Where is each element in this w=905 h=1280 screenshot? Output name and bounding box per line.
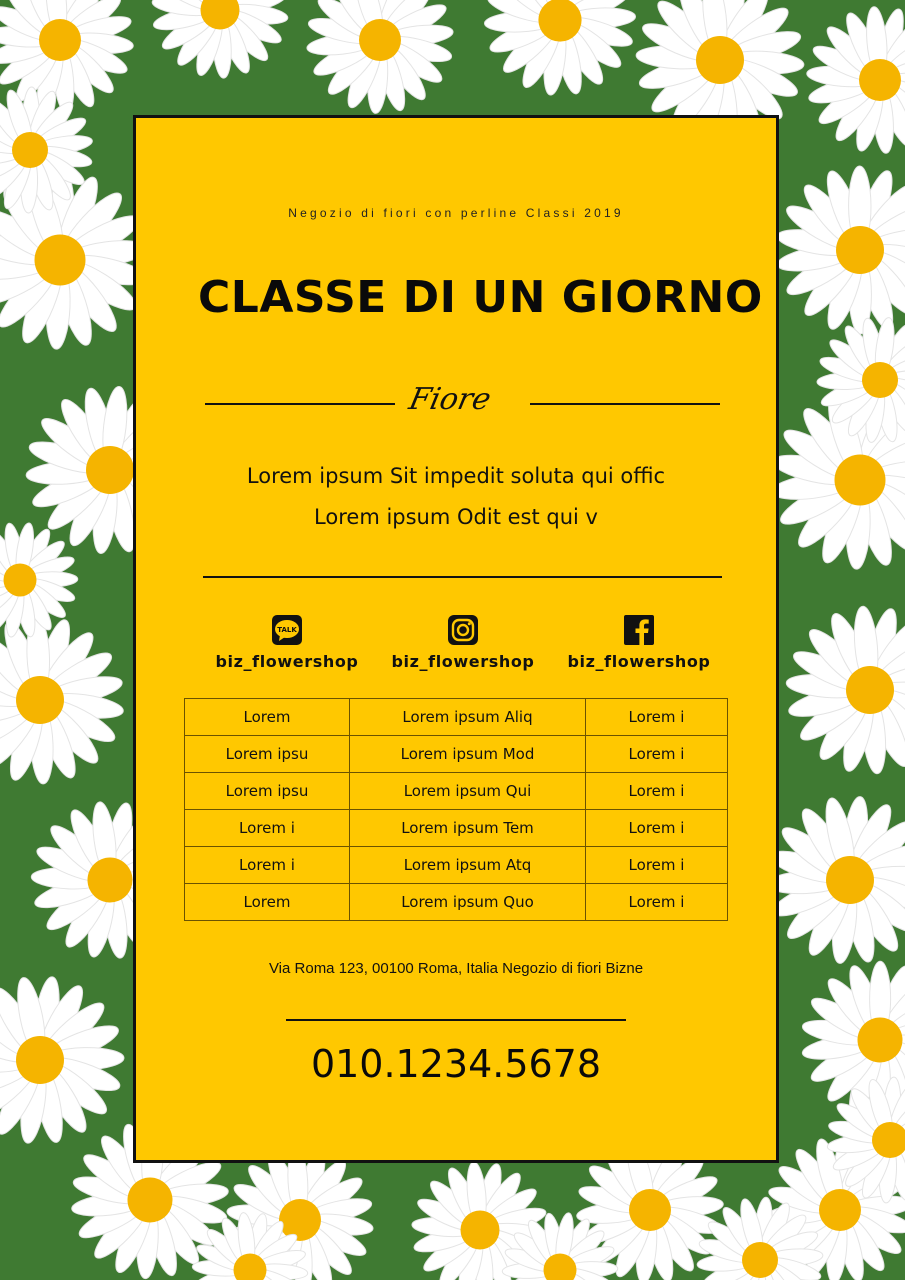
table-cell: Lorem i [586, 699, 728, 736]
table-cell: Lorem ipsu [185, 773, 350, 810]
table-row [185, 773, 728, 810]
table-cell: Lorem ipsum Mod [350, 736, 586, 773]
table-row [185, 699, 728, 736]
social-facebook[interactable] [544, 614, 734, 671]
schedule-table [184, 698, 728, 921]
kakaotalk-icon-label: TALK [277, 626, 297, 634]
tagline: Negozio di fiori con perline Classi 2019 [288, 206, 624, 220]
address: Via Roma 123, 00100 Roma, Italia Negozio di fiori Bizne [268, 960, 644, 977]
table-cell: Lorem i [586, 884, 728, 921]
table-cell: Lorem [185, 699, 350, 736]
table-cell: Lorem i [586, 810, 728, 847]
social-handle-instagram: biz_flowershop [391, 652, 535, 671]
table-cell: Lorem i [586, 773, 728, 810]
divider-bottom [286, 1019, 626, 1021]
table-row [185, 810, 728, 847]
flyer-card [133, 115, 779, 1163]
table-cell: Lorem ipsum Qui [350, 773, 586, 810]
social-kakaotalk[interactable] [192, 614, 382, 671]
table-cell: Lorem ipsum Tem [350, 810, 586, 847]
script-word: Fiore [405, 382, 495, 417]
divider-left [205, 403, 395, 405]
table-cell: Lorem ipsum Quo [350, 884, 586, 921]
table-cell: Lorem ipsu [185, 736, 350, 773]
table-cell: Lorem ipsum Atq [350, 847, 586, 884]
table-cell: Lorem i [586, 736, 728, 773]
table-cell: Lorem i [586, 847, 728, 884]
table-row [185, 736, 728, 773]
table-cell: Lorem i [185, 847, 350, 884]
table-cell: Lorem [185, 884, 350, 921]
description [136, 456, 776, 538]
description-line-1: Lorem ipsum Sit impedit soluta qui offic [246, 464, 666, 488]
social-instagram[interactable] [368, 614, 558, 671]
social-handle-facebook: biz_flowershop [567, 652, 711, 671]
table-row [185, 884, 728, 921]
kakaotalk-icon [271, 614, 303, 646]
description-line-2: Lorem ipsum Odit est qui v [314, 505, 598, 529]
table-cell: Lorem i [185, 810, 350, 847]
facebook-icon [623, 614, 655, 646]
divider-right [530, 403, 720, 405]
phone-number: 010.1234.5678 [310, 1042, 602, 1086]
instagram-icon [447, 614, 479, 646]
table-cell: Lorem ipsum Aliq [350, 699, 586, 736]
social-handle-kakaotalk: biz_flowershop [215, 652, 359, 671]
table-row [185, 847, 728, 884]
page-title: CLASSE DI UN GIORNO [198, 272, 763, 323]
divider-middle [203, 576, 722, 578]
